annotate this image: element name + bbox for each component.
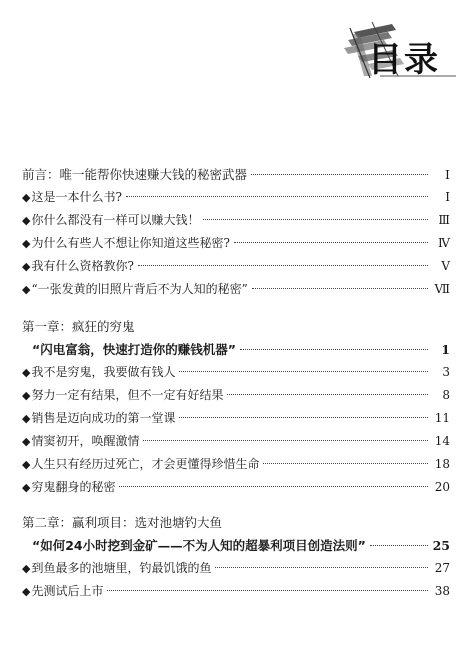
diamond-bullet-icon: ◆ <box>22 366 31 379</box>
diamond-bullet-icon: ◆ <box>22 237 31 250</box>
page-number: 8 <box>442 388 450 402</box>
page-number: 18 <box>434 457 450 471</box>
diamond-bullet-icon: ◆ <box>22 260 31 273</box>
page-number: 3 <box>442 365 450 379</box>
toc-entry[interactable] <box>22 580 450 603</box>
dot-leader <box>252 288 428 289</box>
toc-entry[interactable] <box>22 278 450 301</box>
page-number: Ⅰ <box>445 167 450 182</box>
diamond-bullet-icon: ◆ <box>22 283 31 296</box>
page-number: 25 <box>432 538 450 553</box>
toc-heading-chapter-1[interactable] <box>22 315 450 338</box>
toc-entry[interactable] <box>22 430 450 453</box>
toc-heading-text: 第二章：赢利项目：选对池塘钓大鱼 <box>22 515 223 530</box>
page-number: Ⅳ <box>438 236 450 250</box>
diamond-bullet-icon: ◆ <box>22 191 31 204</box>
toc-title: 目录 <box>368 40 440 80</box>
dot-leader <box>215 567 428 568</box>
toc-entry[interactable] <box>22 209 450 232</box>
toc-entry[interactable] <box>22 476 450 499</box>
diamond-bullet-icon: ◆ <box>22 585 31 598</box>
dot-leader <box>107 590 428 591</box>
toc-subheading[interactable] <box>22 338 450 361</box>
dot-leader <box>138 265 428 266</box>
toc-entry-text: 我有什么资格教你? <box>31 259 134 273</box>
page-number: 1 <box>441 342 450 357</box>
dot-leader <box>126 196 428 197</box>
toc-entry[interactable] <box>22 557 450 580</box>
diamond-bullet-icon: ◆ <box>22 412 31 425</box>
toc-entry[interactable] <box>22 232 450 255</box>
toc-entry-text: 努力一定有结果，但不一定有好结果 <box>31 388 224 402</box>
dot-leader <box>143 440 428 441</box>
page-number: 20 <box>434 480 450 494</box>
toc-entry-text: 穷鬼翻身的秘密 <box>31 480 116 494</box>
toc-entry-text: 情窦初开，唤醒激情 <box>31 434 140 448</box>
toc-subheading-text: “闪电富翁，快速打造你的赚钱机器” <box>32 342 236 357</box>
toc-entry-text: 销售是迈向成功的第一堂课 <box>31 411 176 425</box>
toc-entry[interactable] <box>22 407 450 430</box>
dot-leader <box>119 486 428 487</box>
toc-heading-chapter-2[interactable] <box>22 511 450 534</box>
page-number: Ⅶ <box>434 282 450 296</box>
toc-entry[interactable] <box>22 384 450 407</box>
toc-entry-text: 你什么都没有一样可以赚大钱！ <box>31 213 200 227</box>
dot-leader <box>240 349 428 350</box>
section-spacer <box>22 301 450 315</box>
toc-subheading[interactable] <box>22 534 450 557</box>
dot-leader <box>179 371 428 372</box>
page-number: Ⅲ <box>438 213 450 227</box>
toc-entry-text: “一张发黄的旧照片背后不为人知的秘密” <box>31 282 248 296</box>
toc-entry-text: 人生只有经历过死亡，才会更懂得珍惜生命 <box>31 457 260 471</box>
page-number: Ⅰ <box>445 190 450 204</box>
toc-heading-text: 第一章：疯狂的穷鬼 <box>22 319 135 334</box>
diamond-bullet-icon: ◆ <box>22 562 31 575</box>
dot-leader <box>370 545 428 546</box>
diamond-bullet-icon: ◆ <box>22 214 31 227</box>
toc-entry[interactable] <box>22 186 450 209</box>
toc-entry[interactable] <box>22 361 450 384</box>
page-number: Ⅴ <box>441 259 450 273</box>
page-number: 27 <box>434 561 450 575</box>
toc-entry[interactable] <box>22 453 450 476</box>
dot-leader <box>263 463 428 464</box>
dot-leader <box>179 417 428 418</box>
toc-entry-text: 到鱼最多的池塘里，钓最饥饿的鱼 <box>31 561 212 575</box>
dot-leader <box>251 174 428 175</box>
page-number: 14 <box>434 434 450 448</box>
dot-leader <box>234 242 428 243</box>
toc-entry-text: 先测试后上市 <box>31 584 104 598</box>
toc-heading-preface[interactable] <box>22 163 450 186</box>
toc-subheading-text: “如何24小时挖到金矿——不为人知的超暴利项目创造法则” <box>32 538 366 553</box>
dot-leader <box>203 219 428 220</box>
diamond-bullet-icon: ◆ <box>22 458 31 471</box>
diamond-bullet-icon: ◆ <box>22 435 31 448</box>
toc-entry[interactable] <box>22 255 450 278</box>
toc-entry-text: 我不是穷鬼，我要做有钱人 <box>31 365 176 379</box>
diamond-bullet-icon: ◆ <box>22 481 31 494</box>
page-number: 11 <box>434 411 450 425</box>
toc-entry-text: 这是一本什么书? <box>31 190 122 204</box>
page-number: 38 <box>434 584 450 598</box>
table-of-contents <box>22 163 450 603</box>
dot-leader <box>227 394 428 395</box>
section-spacer <box>22 499 450 511</box>
toc-entry-text: 为什么有些人不想让你知道这些秘密? <box>31 236 230 250</box>
toc-heading-text: 前言：唯一能帮你快速赚大钱的秘密武器 <box>22 167 248 182</box>
diamond-bullet-icon: ◆ <box>22 389 31 402</box>
